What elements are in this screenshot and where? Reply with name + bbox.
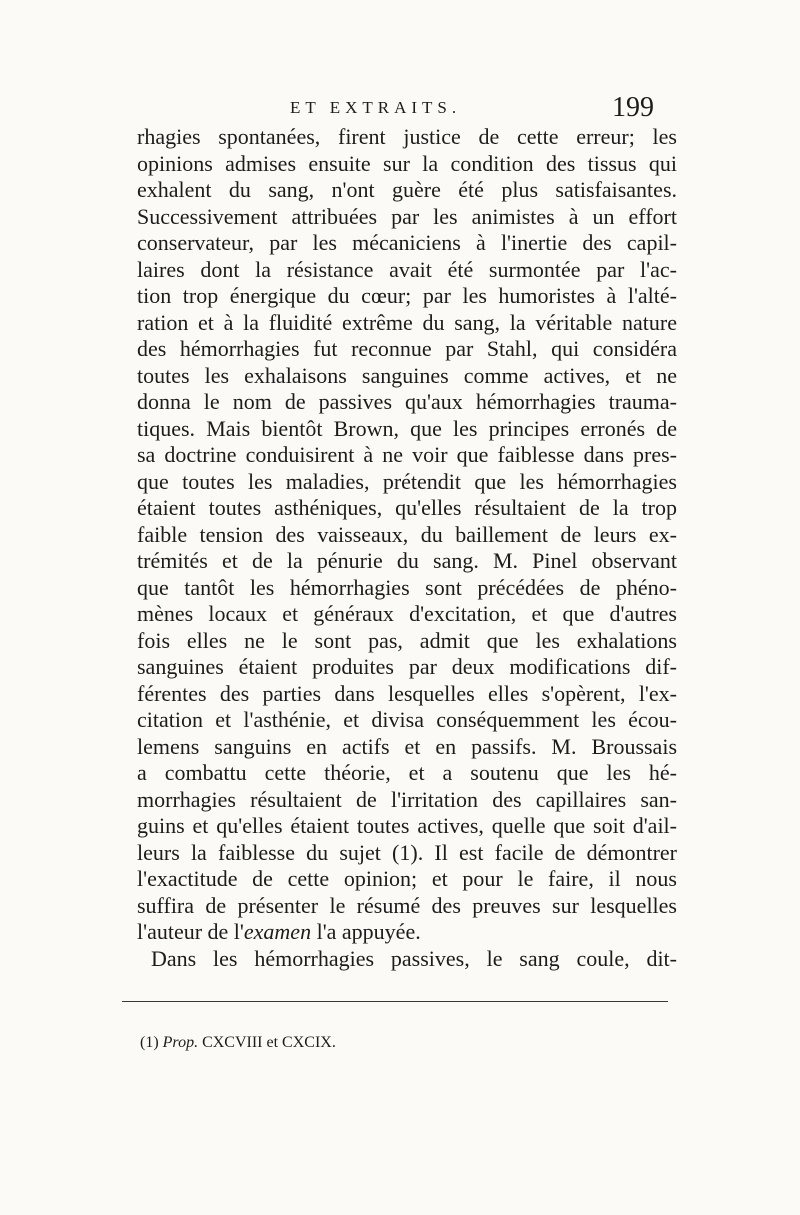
text-line: morrhagies résultaient de l'irritation des capillaires san- <box>137 786 677 812</box>
text-line: leurs la faiblesse du sujet (1). Il est facile de démontrer <box>137 839 677 865</box>
text-line: sanguines étaient produites par deux modifications dif- <box>137 654 677 679</box>
text-line: guins et qu'elles étaient toutes actives, quelle que soit d'ail- <box>137 813 677 838</box>
text-line: faible tension des vaisseaux, du baillement de leurs ex- <box>137 521 677 547</box>
text-line: citation et l'asthénie, et divisa conséquemment les écou- <box>137 707 677 732</box>
text-line: tiques. Mais bientôt Brown, que les principes erronés de <box>137 415 677 441</box>
text-line: a combattu cette théorie, et a soutenu que les hé- <box>137 760 677 785</box>
text-line: l'exactitude de cette opinion; et pour le faire, il nous <box>137 866 677 891</box>
text-line: fois elles ne le sont pas, admit que les exhalations <box>137 627 677 653</box>
paragraph-end-line <box>137 919 677 946</box>
text-line: donna le nom de passives qu'aux hémorrhagies trauma- <box>137 389 677 414</box>
footnote-prop: Prop. <box>162 1034 199 1051</box>
page-number: 199 <box>612 92 654 123</box>
text-line: ration et à la fluidité extrême du sang, la véritable nature <box>137 309 677 335</box>
text-line: rhagies spontanées, firent justice de cette erreur; les <box>137 124 677 149</box>
footnote-text: CXCVIII et CXCIX. <box>202 1034 336 1051</box>
text-line: opinions admises ensuite sur la condition des tissus qui <box>137 150 677 176</box>
text-line: tion trop énergique du cœur; par les humoristes à l'alté- <box>137 283 677 308</box>
text-line: trémités et de la pénurie du sang. M. Pinel observant <box>137 548 677 573</box>
text-line: suffira de présenter le résumé des preuves sur lesquelles <box>137 892 677 918</box>
text-line: étaient toutes asthéniques, qu'elles résultaient de la trop <box>137 495 677 520</box>
body-text <box>137 124 677 972</box>
footnote-marker: (1) <box>140 1034 159 1051</box>
text-line: férentes des parties dans lesquelles elles s'opèrent, l'ex- <box>137 680 677 706</box>
text-line: que toutes les maladies, prétendit que les hémorrhagies <box>137 468 677 494</box>
text-fragment: l'a appuyée. <box>311 919 421 944</box>
paragraph-start-line: Dans les hémorrhagies passives, le sang coule, dit- <box>151 945 677 971</box>
footnote-rule <box>122 1001 668 1002</box>
text-fragment: l'auteur de l' <box>137 919 244 944</box>
text-line: que tantôt les hémorrhagies sont précédées de phéno- <box>137 574 677 600</box>
text-line: mènes locaux et généraux d'excitation, et que d'autres <box>137 601 677 626</box>
text-line: sa doctrine conduisirent à ne voir que faiblesse dans pres- <box>137 442 677 467</box>
running-title: ET EXTRAITS. <box>290 98 462 117</box>
text-line: laires dont la résistance avait été surmontée par l'ac- <box>137 256 677 282</box>
italic-word: examen <box>243 919 312 944</box>
text-line: Successivement attribuées par les animistes à un effort <box>137 203 677 229</box>
text-line: exhalent du sang, n'ont guère été plus satisfaisantes. <box>137 177 677 202</box>
footnote <box>140 1034 336 1052</box>
text-line: des hémorrhagies fut reconnue par Stahl, qui considéra <box>137 336 677 361</box>
text-line: toutes les exhalaisons sanguines comme actives, et ne <box>137 362 677 388</box>
text-line: conservateur, par les mécaniciens à l'inertie des capil- <box>137 230 677 255</box>
text-line: lemens sanguins en actifs et en passifs. M. Broussais <box>137 733 677 759</box>
